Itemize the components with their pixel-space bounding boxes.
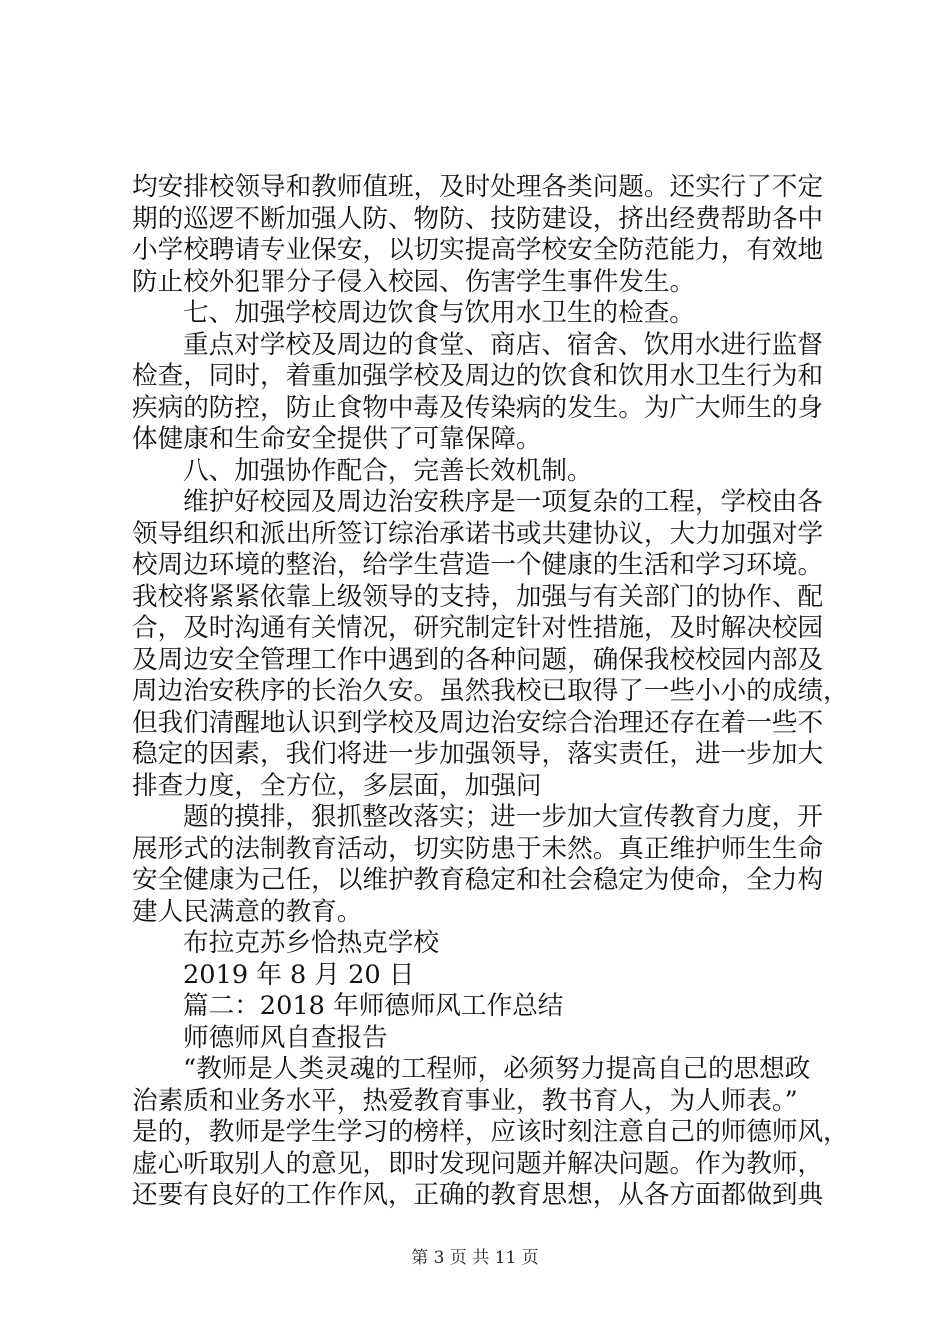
- text-line: 校周边环境的整治，给学生营造一个健康的生活和学习环境。: [132, 550, 824, 580]
- text-line: 还要有良好的工作作风，正确的教育思想，从各方面都做到典: [132, 1180, 824, 1210]
- text-line: 防止校外犯罪分子侵入校园、伤害学生事件发生。: [132, 266, 696, 297]
- text-line: 期的巡逻不断加强人防、物防、技防建设，挤出经费帮助各中: [132, 203, 824, 234]
- text-line: 建人民满意的教育。: [132, 896, 363, 927]
- text-line: 虚心听取别人的意见，即时发现问题并解决问题。作为教师，: [132, 1148, 824, 1179]
- text-line: 合，及时沟通有关情况，研究制定针对性措施，及时解决校园: [132, 613, 824, 643]
- text-line: 七、加强学校周边饮食与饮用水卫生的检查。: [183, 298, 695, 328]
- text-line: 2019 年 8 月 20 日: [183, 959, 415, 990]
- text-line: 检查，同时，着重加强学校及周边的饮食和饮用水卫生行为和: [132, 361, 824, 391]
- text-line: 我校将紧紧依靠上级领导的支持，加强与有关部门的协作、配: [132, 581, 824, 612]
- text-line: 维护好校园及周边治安秩序是一项复杂的工程，学校由各: [183, 487, 823, 517]
- text-line: 重点对学校及周边的食堂、商店、宿舍、饮用水进行监督: [183, 329, 823, 360]
- text-line: 治素质和业务水平，热爱教育事业，教书育人，为人师表。”: [132, 1085, 798, 1116]
- text-line: 及周边安全管理工作中遇到的各种问题，确保我校校园内部及: [132, 644, 824, 675]
- text-line: 师德师风自查报告: [183, 1022, 388, 1053]
- text-line: 体健康和生命安全提供了可靠保障。: [132, 424, 542, 454]
- page-footer: 第 3 页 共 11 页: [411, 1248, 539, 1268]
- document-body: [132, 172, 849, 1212]
- text-line: 但我们清醒地认识到学校及周边治安综合治理还存在着一些不: [132, 707, 824, 738]
- text-line: 小学校聘请专业保安，以切实提高学校安全防范能力，有效地: [132, 235, 824, 265]
- text-line: “教师是人类灵魂的工程师，必须努力提高自己的思想政: [183, 1054, 811, 1084]
- text-line: 周边治安秩序的长治久安。虽然我校已取得了一些小小的成绩，: [132, 676, 849, 706]
- text-line: 均安排校领导和教师值班，及时处理各类问题。还实行了不定: [132, 172, 824, 202]
- text-line: 排查力度，全方位，多层面，加强问: [132, 770, 542, 801]
- text-line: 八、加强协作配合，完善长效机制。: [183, 455, 593, 486]
- text-line: 布拉克苏乡恰热克学校: [183, 928, 439, 958]
- text-line: 是的，教师是学生学习的榜样，应该时刻注意自己的师德师风，: [132, 1117, 849, 1147]
- text-line: 领导组织和派出所签订综治承诺书或共建协议，大力加强对学: [132, 518, 824, 549]
- text-line: 篇二：2018 年师德师风工作总结: [183, 991, 564, 1021]
- text-line: 稳定的因素，我们将进一步加强领导，落实责任，进一步加大: [132, 739, 824, 769]
- text-line: 安全健康为己任，以维护教育稳定和社会稳定为使命，全力构: [132, 865, 824, 895]
- text-line: 疾病的防控，防止食物中毒及传染病的发生。为广大师生的身: [132, 392, 824, 423]
- text-line: 题的摸排，狠抓整改落实；进一步加大宣传教育力度，开: [183, 802, 823, 832]
- text-line: 展形式的法制教育活动，切实防患于未然。真正维护师生生命: [132, 833, 824, 864]
